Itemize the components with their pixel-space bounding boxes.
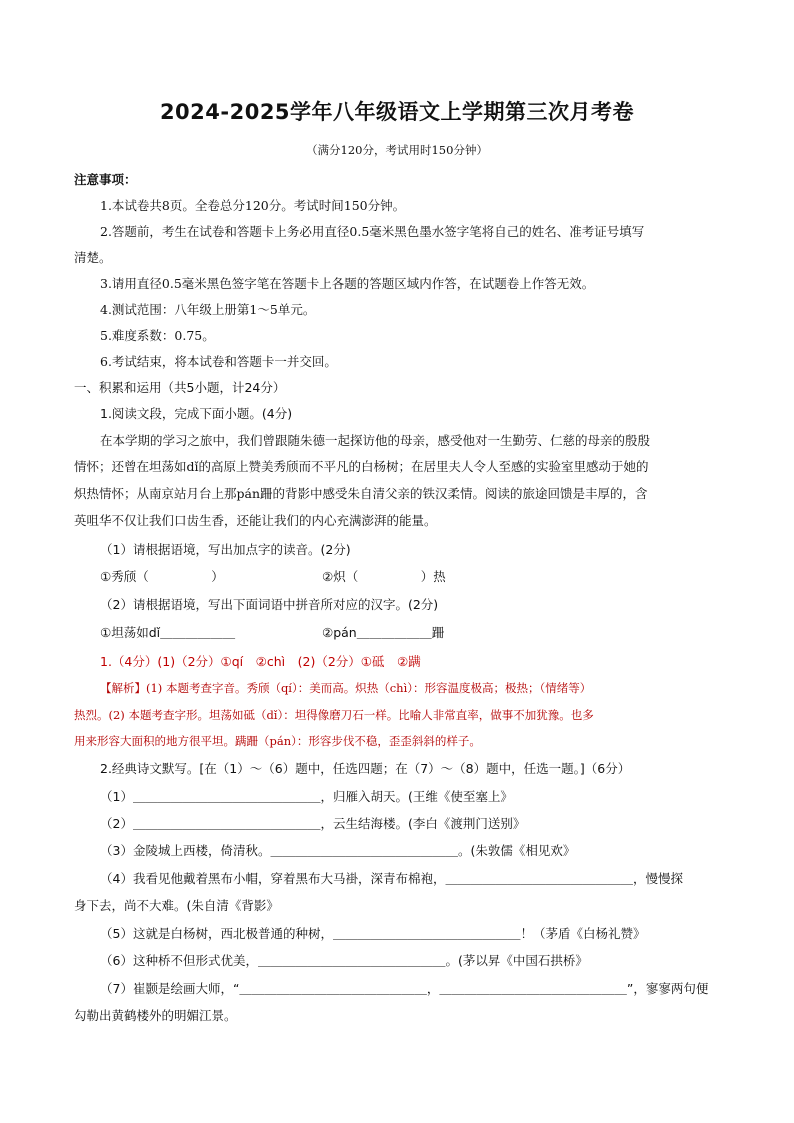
passage-line: 情怀；还曾在坦荡如dǐ的高原上赞美秀颀而不平凡的白杨树；在居里夫人令人至感的实验室里感动于她的: [74, 459, 649, 474]
dictation-line: 勾勒出黄鹤楼外的明媚江景。: [74, 1008, 237, 1023]
passage-line: 在本学期的学习之旅中，我们曾跟随朱德一起探访他的母亲，感受他对一生勤劳、仁慈的母亲的殷殷: [100, 433, 651, 448]
dictation-line: （3）金陵城上西楼，倚清秋。＿＿＿＿＿＿＿＿＿＿＿＿＿＿＿。(朱敦儒《相见欢》: [100, 843, 576, 858]
note-item: 6.考试结束，将本试卷和答题卡一并交回。: [100, 354, 337, 369]
notes-heading: 注意事项：: [74, 172, 137, 187]
question-stem: 2.经典诗文默写。[在（1）～（6）题中，任选四题；在（7）～（8）题中，任选一题。]（6分）: [100, 761, 631, 776]
question-stem: 1.阅读文段，完成下面小题。(4分): [100, 406, 293, 421]
sub-question: （1）请根据语境，写出加点字的读音。(2分): [100, 542, 351, 557]
analysis-line: 【解析】(1) 本题考查字音。秀颀（qí）：美而高。炽热（chì）：形容温度极高；极热；（情绪等）: [100, 681, 592, 695]
note-item: 1.本试卷共8页。全卷总分120分。考试时间150分钟。: [100, 198, 406, 213]
blank-answer: ②炽（ ）热: [322, 569, 446, 584]
section-heading: 一、积累和运用（共5小题，计24分）: [74, 380, 286, 395]
note-item: 清楚。: [74, 250, 112, 265]
dictation-line: （5）这就是白杨树，西北极普通的种树，＿＿＿＿＿＿＿＿＿＿＿＿＿＿＿！（茅盾《白杨礼赞》: [100, 926, 646, 941]
passage-line: 炽热情怀；从南京站月台上那pán跚的背影中感受朱自清父亲的铁汉柔情。阅读的旅途回馈是丰厚的，含: [74, 486, 648, 501]
page-title: 2024-2025学年八年级语文上学期第三次月考卷: [159, 100, 635, 124]
analysis-line: 用来形容大面积的地方很平坦。蹒跚（pán）：形容步伐不稳，歪歪斜斜的样子。: [74, 734, 481, 748]
dictation-line: （1）＿＿＿＿＿＿＿＿＿＿＿＿＿＿＿，归雁入胡天。(王维《使至塞上》: [100, 789, 513, 804]
dictation-line: （2）＿＿＿＿＿＿＿＿＿＿＿＿＿＿＿，云生结海楼。(李白《渡荆门送别》: [100, 816, 526, 831]
blank-answer: ①坦荡如dǐ＿＿＿＿＿＿: [100, 625, 236, 640]
note-item: 3.请用直径0.5毫米黑色签字笔在答题卡上各题的答题区域内作答，在试题卷上作答无效。: [100, 276, 595, 291]
answer-line: 1.（4分）(1)（2分）①qí ②chì (2)（2分）①砥 ②蹒: [100, 654, 421, 669]
dictation-line: （4）我看见他戴着黑布小帽，穿着黑布大马褂，深青布棉袍，＿＿＿＿＿＿＿＿＿＿＿＿＿＿＿，慢慢探: [100, 871, 683, 886]
dictation-line: （7）崔颢是绘画大师，“＿＿＿＿＿＿＿＿＿＿＿＿＿＿＿，＿＿＿＿＿＿＿＿＿＿＿＿＿＿＿”，寥寥两句便: [100, 981, 709, 996]
note-item: 4.测试范围：八年级上册第1～5单元。: [100, 302, 316, 317]
analysis-line: 热烈。(2) 本题考查字形。坦荡如砥（dǐ）：坦得像磨刀石一样。比喻人非常直率，做事不加犹豫。也多: [74, 708, 594, 722]
dictation-line: （6）这种桥不但形式优美，＿＿＿＿＿＿＿＿＿＿＿＿＿＿＿。(茅以昇《中国石拱桥》: [100, 953, 588, 968]
page-subtitle: （满分120分，考试用时150分钟）: [306, 143, 488, 157]
passage-line: 英咀华不仅让我们口齿生香，还能让我们的内心充满澎湃的能量。: [74, 513, 437, 528]
note-item: 2.答题前，考生在试卷和答题卡上务必用直径0.5毫米黑色墨水签字笔将自己的姓名、准考证号填写: [100, 224, 645, 239]
dictation-line: 身下去，尚不大难。(朱自清《背影》: [74, 898, 279, 913]
note-item: 5.难度系数：0.75。: [100, 328, 215, 343]
sub-question: （2）请根据语境，写出下面词语中拼音所对应的汉字。(2分): [100, 597, 439, 612]
blank-answer: ②pán＿＿＿＿＿＿跚: [322, 625, 445, 640]
blank-answer: ①秀颀（ ）: [100, 569, 224, 584]
